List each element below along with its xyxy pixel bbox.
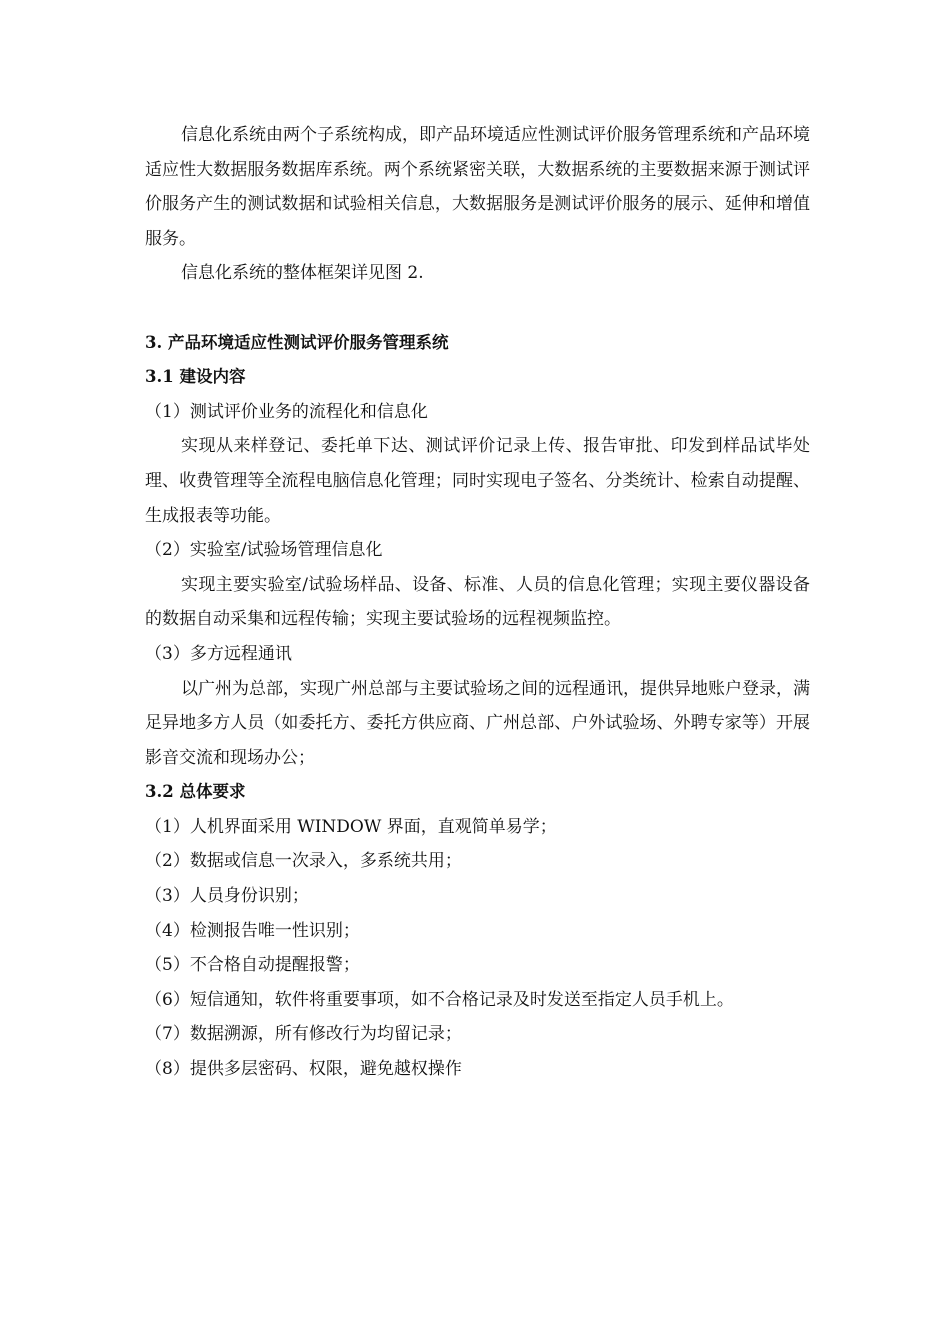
- intro-paragraph: 信息化系统由两个子系统构成，即产品环境适应性测试评价服务管理系统和产品环境适应性大数据服务数据库系统。两个系统紧密关联，大数据系统的主要数据来源于测试评价服务产生的测试数据和试验相关信息，大数据服务是测试评价服务的展示、延伸和增值服务。: [145, 125, 810, 249]
- item-title: （1）测试评价业务的流程化和信息化: [145, 401, 428, 422]
- section-3-heading: 3. 产品环境适应性测试评价服务管理系统: [145, 332, 449, 352]
- requirement-item: （4）检测报告唯一性识别；: [145, 920, 360, 941]
- item-title: （3）多方远程通讯: [145, 643, 292, 664]
- requirement-item: （2）数据或信息一次录入，多系统共用；: [145, 851, 462, 872]
- requirement-item: （3）人员身份识别；: [145, 886, 309, 907]
- figure-reference-paragraph: 信息化系统的整体框架详见图 2.: [181, 263, 424, 284]
- requirement-item: （8）提供多层密码、权限，避免越权操作: [145, 1059, 462, 1080]
- requirement-item: （6）短信通知，软件将重要事项，如不合格记录及时发送至指定人员手机上。: [145, 989, 734, 1010]
- requirement-item: （5）不合格自动提醒报警；: [145, 955, 360, 976]
- requirement-item: （7）数据溯源，所有修改行为均留记录；: [145, 1024, 462, 1045]
- item-body: 实现主要实验室/试验场样品、设备、标准、人员的信息化管理；实现主要仪器设备的数据自动采集和远程传输；实现主要试验场的远程视频监控。: [145, 574, 810, 630]
- blank-line: [145, 291, 810, 326]
- section-3-2-heading: 3.2 总体要求: [145, 782, 246, 802]
- item-body: 实现从来样登记、委托单下达、测试评价记录上传、报告审批、印发到样品试毕处理、收费管理等全流程电脑信息化管理；同时实现电子签名、分类统计、检索自动提醒、生成报表等功能。: [145, 436, 810, 526]
- item-title: （2）实验室/试验场管理信息化: [145, 540, 383, 561]
- section-3-1-heading: 3.1 建设内容: [145, 367, 246, 387]
- requirement-item: （1）人机界面采用 WINDOW 界面，直观简单易学；: [145, 816, 557, 837]
- item-body: 以广州为总部，实现广州总部与主要试验场之间的远程通讯，提供异地账户登录，满足异地多方人员（如委托方、委托方供应商、广州总部、户外试验场、外聘专家等）开展影音交流和现场办公；: [145, 678, 810, 768]
- document-page: [145, 118, 810, 1087]
